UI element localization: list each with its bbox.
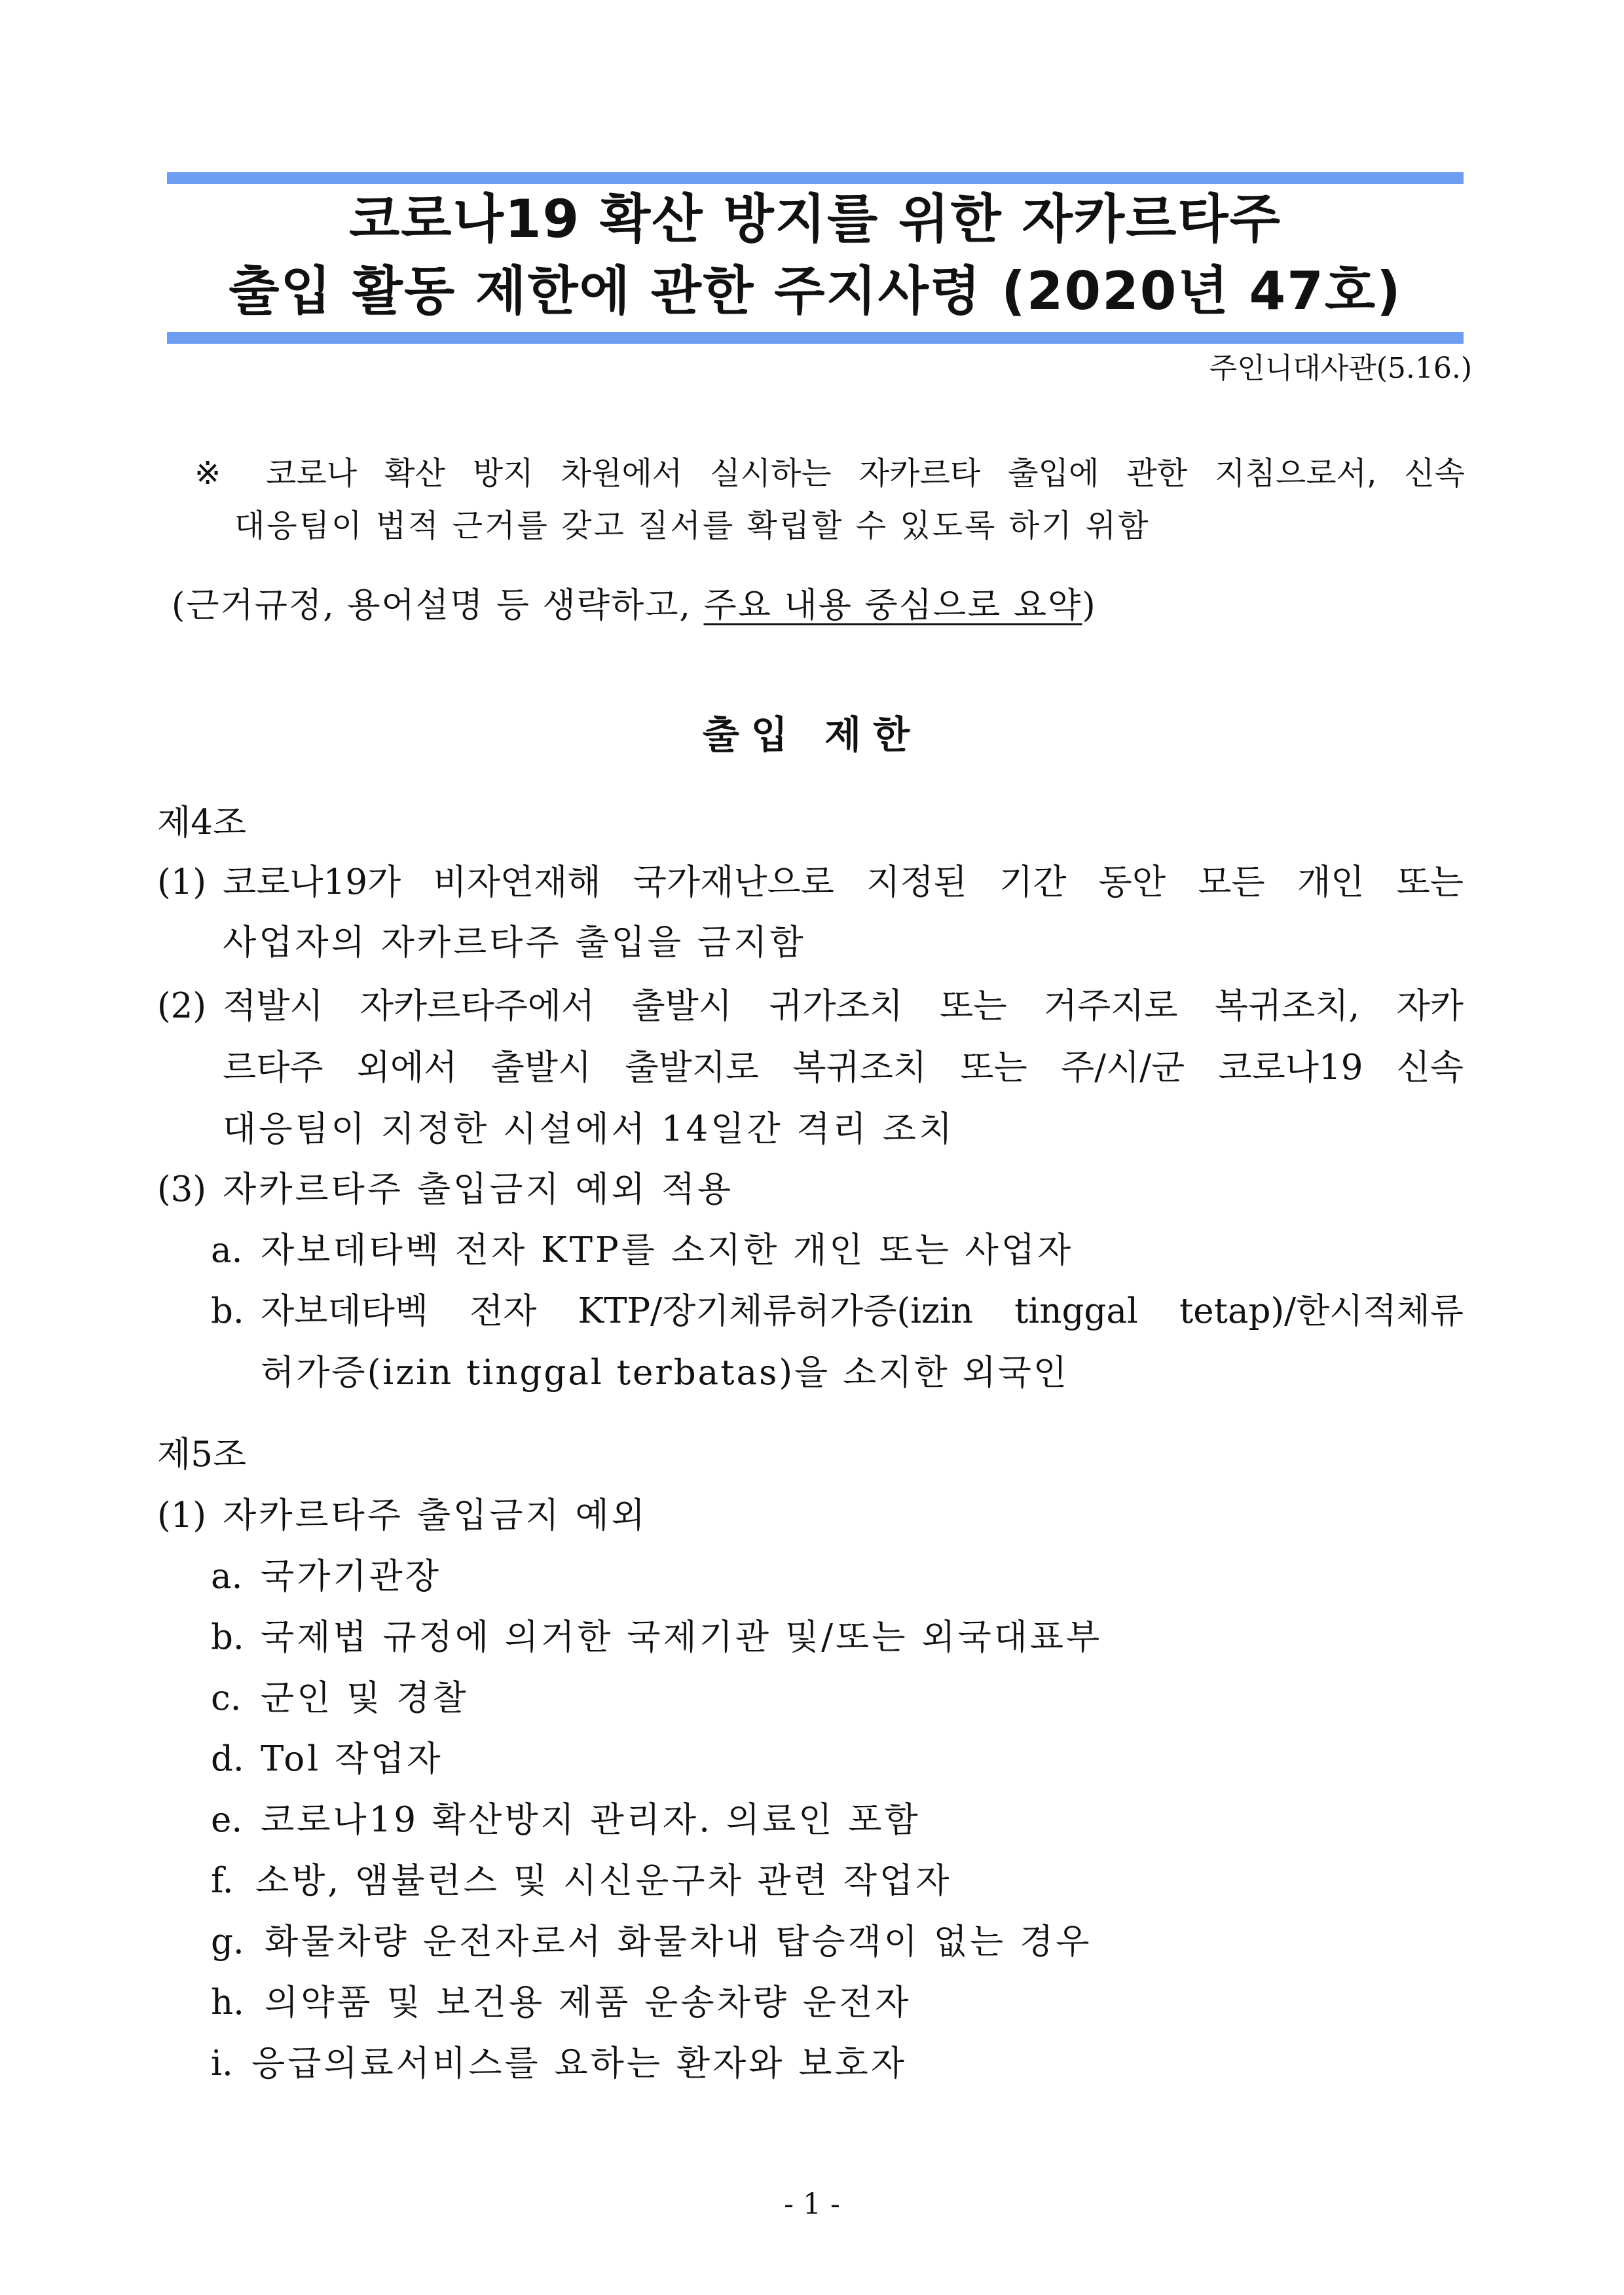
article4-item-a-text: 자보데타벡 전자 KTP를 소지한 개인 또는 사업자: [261, 1230, 1074, 1270]
article5-item-i-label: i.: [211, 2044, 233, 2084]
article5-item-d-text: Tol 작업자: [261, 1739, 443, 1779]
section-title: 출입 제한: [702, 712, 922, 757]
article5-item-f-text: 소방, 앰뷸런스 및 시신운구차 관련 작업자: [255, 1861, 952, 1901]
article4-item-a-label: a.: [211, 1230, 243, 1270]
title-top-rule: [167, 172, 1464, 184]
article5-item-f-label: f.: [211, 1861, 234, 1901]
article5-item-c-text: 군인 및 경찰: [261, 1678, 469, 1718]
article4-item-b-line-1: 자보데타벡 전자 KTP/장기체류허가증(izin tinggal tetap)/한시적체류: [261, 1291, 1464, 1331]
article4-p1-line-1: 코로나19가 비자연재해 국가재난으로 지정된 기간 동안 모든 개인 또는: [223, 862, 1464, 902]
summary-line: [172, 583, 1097, 629]
article4-p2-line-2: 르타주 외에서 출발시 출발지로 복귀조치 또는 주/시/군 코로나19 신속: [223, 1048, 1464, 1088]
article5-item-c-label: c.: [211, 1678, 242, 1718]
article5-item-b-label: b.: [211, 1617, 244, 1657]
article4-p1-number: (1): [157, 862, 207, 902]
article5-p1-number: (1): [157, 1496, 207, 1535]
article4-p3-number: (3): [157, 1169, 207, 1209]
article5-item-h-text: 의약품 및 보건용 제품 운송차량 운전자: [265, 1983, 912, 2023]
article5-item-a-text: 국가기관장: [261, 1556, 441, 1596]
article5-item-d-label: d.: [211, 1739, 244, 1779]
summary-prefix: (근거규정, 용어설명 등 생략하고,: [172, 586, 704, 625]
page-number: - 1 -: [784, 2188, 840, 2221]
article5-item-a-label: a.: [211, 1556, 243, 1596]
article5-item-h-label: h.: [211, 1983, 244, 2023]
article5-item-b-text: 국제법 규정에 의거한 국제기관 및/또는 외국대표부: [261, 1617, 1103, 1657]
article4-p3-line-1: 자카르타주 출입금지 예외 적용: [223, 1169, 734, 1209]
article4-item-b-label: b.: [211, 1291, 244, 1331]
document-title-line-1: 코로나19 확산 방지를 위한 자카르타주: [349, 189, 1282, 249]
article4-item-b-line-2: 허가증(izin tinggal terbatas)을 소지한 외국인: [261, 1353, 1069, 1393]
article4-p2-line-3: 대응팀이 지정한 시설에서 14일간 격리 조치: [223, 1109, 955, 1149]
article5-item-e-text: 코로나19 확산방지 관리자. 의료인 포함: [261, 1800, 921, 1840]
document-title-line-2: 출입 활동 제한에 관한 주지사령 (2020년 47호): [229, 261, 1402, 321]
article4-p2-number: (2): [157, 986, 207, 1026]
article4-p2-line-1: 적발시 자카르타주에서 출발시 귀가조치 또는 거주지로 복귀조치, 자카: [223, 986, 1464, 1026]
title-bottom-rule: [167, 332, 1464, 344]
article4-p1-line-2: 사업자의 자카르타주 출입을 금지함: [223, 923, 806, 963]
note-line-1: ※ 코로나 확산 방지 차원에서 실시하는 자카르타 출입에 관한 지침으로서, 신속: [194, 455, 1465, 492]
article5-item-g-label: g.: [211, 1922, 244, 1962]
source-label: 주인니대사관(5.16.): [1209, 352, 1472, 385]
article5-item-e-label: e.: [211, 1800, 243, 1840]
note-line-2: 대응팀이 법적 근거를 갖고 질서를 확립할 수 있도록 하기 위함: [234, 507, 1151, 544]
summary-suffix: ): [1082, 586, 1097, 625]
article5-heading: 제5조: [157, 1435, 247, 1475]
article5-item-i-text: 응급의료서비스를 요하는 환자와 보호자: [251, 2044, 907, 2084]
article5-item-g-text: 화물차량 운전자로서 화물차내 탑승객이 없는 경우: [265, 1922, 1092, 1962]
article4-heading: 제4조: [157, 803, 247, 843]
article5-p1-line-1: 자카르타주 출입금지 예외: [223, 1496, 648, 1535]
summary-underlined: 주요 내용 중심으로 요약: [703, 586, 1082, 625]
